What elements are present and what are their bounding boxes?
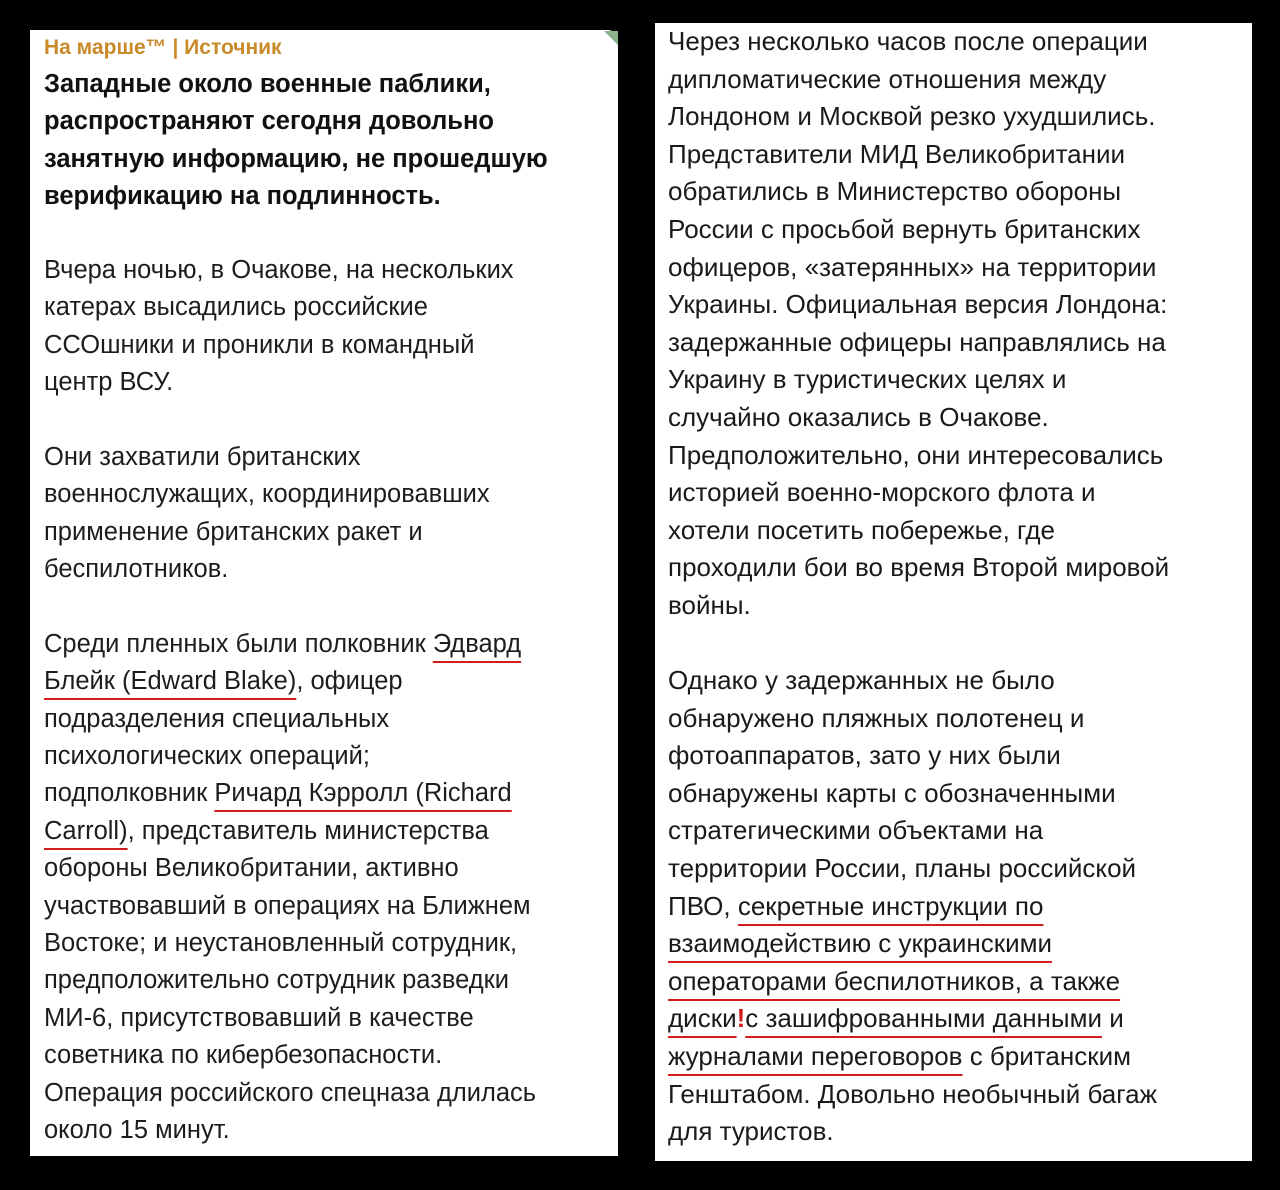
text-line: задержанные офицеры направлялись на (668, 326, 1166, 357)
text-line: Они захватили британских (44, 442, 361, 471)
underlined-phrase: журналами переговоров (668, 1041, 963, 1072)
text-line (44, 775, 604, 812)
text-line (44, 626, 604, 663)
text-line: обороны Великобритании, активно (44, 854, 459, 883)
text-line (668, 1000, 1240, 1038)
text-line: Через несколько часов после операции (668, 26, 1148, 56)
text-line: предположительно сотрудник разведки (44, 966, 510, 995)
text-line: центр ВСУ. (44, 368, 174, 397)
text-line: обратились в Министерство обороны (668, 176, 1122, 207)
text-line: Предположительно, они интересовались (668, 439, 1164, 470)
right-article-panel (655, 23, 1252, 1161)
exclamation-mark-icon: ! (736, 1003, 746, 1034)
text-segment: подполковник (44, 779, 215, 808)
text-line (668, 1038, 1240, 1076)
text-line: применение британских ракет и (44, 517, 423, 546)
text-line: беспилотников. (44, 555, 229, 584)
text-line: подразделения специальных (44, 704, 390, 733)
text-line: фотоаппаратов, зато у них были (668, 740, 1061, 771)
underlined-name: Блейк (Edward Blake) (44, 667, 297, 696)
headline-line: распространяют сегодня довольно (44, 107, 494, 136)
text-line: случайно оказались в Очакове. (668, 401, 1049, 432)
text-line: офицеров, «затерянных» на территории (668, 251, 1157, 282)
headline-line: занятную информацию, не прошедшую (44, 144, 548, 173)
post-headline (44, 66, 604, 216)
underlined-name: Ричард Кэрролл (Richard (214, 779, 512, 808)
text-line: историей военно-морского флота и (668, 477, 1096, 508)
text-line: Представители МИД Великобритании (668, 138, 1126, 169)
text-line: проходили бои во время Второй мировой (668, 552, 1170, 583)
bubble-corner-accent (604, 31, 618, 45)
underlined-name: Carroll) (44, 816, 128, 845)
text-line: Генштабом. Довольно необычный багаж (668, 1078, 1158, 1109)
text-line (668, 888, 1240, 926)
text-line (44, 813, 604, 850)
underlined-phrase: секретные инструкции по (737, 890, 1044, 921)
text-line: психологических операций; (44, 742, 370, 771)
text-segment: Среди пленных были полковник (44, 629, 433, 658)
text-line: стратегическими объектами на (668, 815, 1044, 846)
text-segment: с британским (962, 1041, 1131, 1072)
text-line: Операция российского спецназа длилась (44, 1078, 537, 1107)
text-line: катерах высадились российские (44, 293, 428, 322)
text-segment: , представитель министерства (127, 816, 489, 845)
text-line (44, 663, 604, 700)
text-line: Однако у задержанных не было (668, 665, 1055, 696)
text-segment: ПВО, (668, 890, 738, 921)
text-line: России с просьбой вернуть британских (668, 213, 1141, 244)
underlined-phrase: с зашифрованными данными (745, 1003, 1103, 1034)
text-line: для туристов. (668, 1116, 834, 1147)
text-line: МИ-6, присутствовавший в качестве (44, 1003, 474, 1032)
text-line: около 15 минут. (44, 1115, 230, 1144)
text-line: ССОшники и проникли в командный (44, 330, 475, 359)
text-line: военнослужащих, координировавших (44, 480, 490, 509)
underlined-phrase: диски (668, 1003, 737, 1034)
underlined-phrase: операторами беспилотников, а также (668, 965, 1121, 996)
headline-line: Западные около военные паблики, (44, 70, 491, 98)
text-line: обнаружено пляжных полотенец и (668, 702, 1085, 733)
text-line (668, 925, 1240, 963)
text-line: Вчера ночью, в Очакове, на нескольких (44, 256, 514, 284)
text-line: обнаружены карты с обозначенными (668, 777, 1116, 808)
text-line: советника по кибербезопасности. (44, 1041, 443, 1070)
text-line: территории России, планы российской (668, 853, 1137, 884)
post-body-left (44, 252, 604, 1149)
underlined-name: Эдвард (432, 629, 522, 658)
text-line: Украины. Официальная версия Лондона: (668, 289, 1168, 320)
text-line: дипломатические отношения между (668, 63, 1107, 94)
text-line (668, 963, 1240, 1001)
left-post-panel (30, 30, 618, 1156)
text-line: войны. (668, 589, 751, 620)
text-line: участвовавший в операциях на Ближнем (44, 891, 531, 920)
text-line: Украину в туристических целях и (668, 364, 1067, 395)
headline-line: верификацию на подлинность. (44, 182, 441, 211)
text-line: Лондоном и Москвой резко ухудшились. (668, 101, 1156, 132)
article-body-right (668, 23, 1240, 1151)
text-segment: , офицер (296, 667, 403, 696)
text-line: хотели посетить побережье, где (668, 514, 1055, 545)
text-segment: и (1102, 1003, 1124, 1034)
text-line: Востоке; и неустановленный сотрудник, (44, 929, 518, 958)
underlined-phrase: взаимодействию с украинскими (668, 928, 1053, 959)
post-source-label[interactable]: На марше™ | Источник (44, 36, 282, 59)
